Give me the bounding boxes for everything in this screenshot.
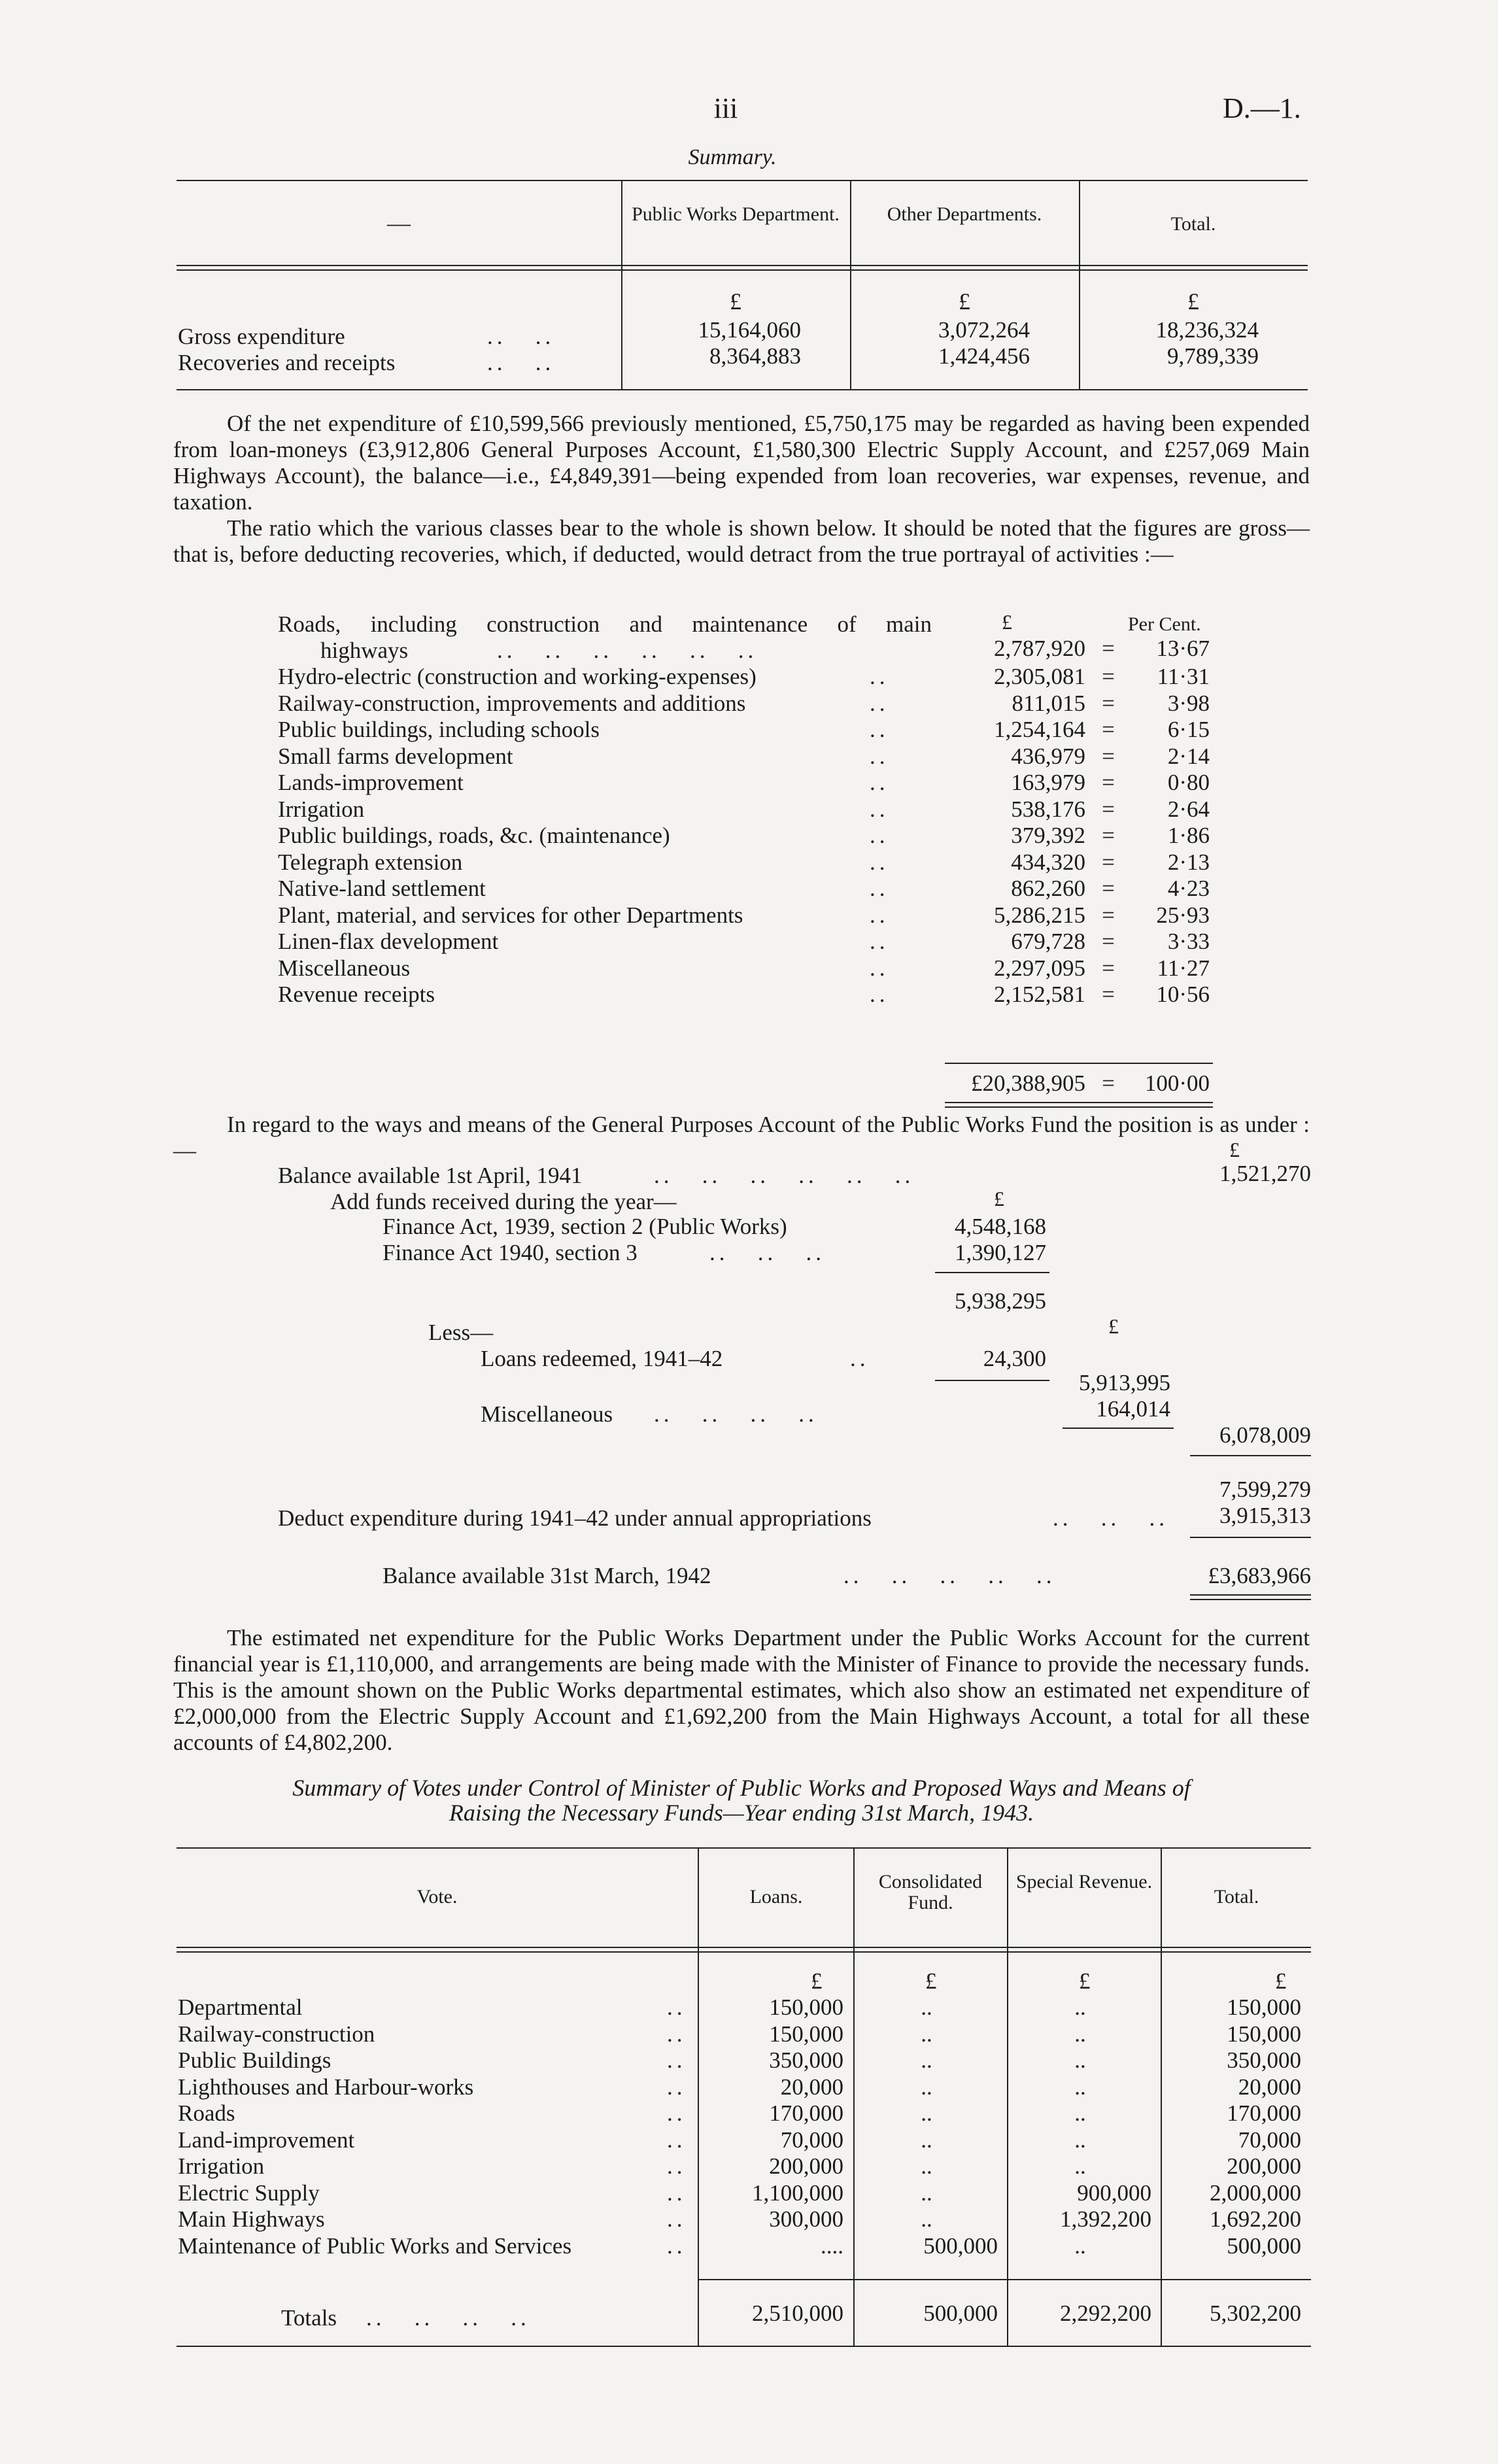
leader-dots: .. [870,796,889,822]
leader-dots: .. .. .. [1053,1505,1168,1531]
vote-consolidated: 500,000 [923,2233,998,2259]
totals-loans: 2,510,000 [752,2301,843,2326]
votes-title-line2: Raising the Necessary Funds—Year ending 31st March, 1943. [449,1800,1034,1826]
leader-dots: .. [667,2021,687,2047]
vote-total: 20,000 [1238,2074,1301,2100]
equals-sign: = [1102,876,1115,901]
miscellaneous-label: Miscellaneous [481,1401,613,1427]
ratio-label: Roads, including construction and maintenance of main [278,611,932,637]
vote-loans: 150,000 [769,2021,843,2047]
vote-special: .. [1074,2100,1086,2126]
vote-total: 1,692,200 [1210,2206,1301,2232]
summary-header-blank: — [387,210,411,236]
ratio-amount: 1,254,164 [994,717,1085,742]
ratio-label: Linen-flax development [278,929,499,954]
leader-dots: .. [870,955,889,981]
vote-label: Electric Supply [178,2180,320,2206]
ratio-amount: 436,979 [1011,743,1085,769]
vote-consolidated: .. [921,2153,932,2179]
vote-total: 150,000 [1227,1994,1301,2020]
leader-dots: .. .. .. [709,1240,825,1265]
miscellaneous-value: 164,014 [1096,1396,1170,1422]
votes-header-total: Total. [1214,1886,1259,1908]
leader-dots: .. [870,876,889,901]
ways-intro: In regard to the ways and means of the General Purposes Account of the Public Works Fund the position is as under :— [173,1112,1310,1163]
vote-loans: 1,100,000 [752,2180,843,2206]
vote-consolidated: .. [921,2047,932,2073]
leader-dots: .. [870,823,889,848]
vote-special: .. [1074,2047,1086,2073]
leader-dots: .. [870,743,889,769]
subtotal-value: 5,938,295 [955,1288,1046,1314]
leader-dots: .. .. .. .. .. .. [497,638,758,663]
equals-sign: = [1102,823,1115,848]
vote-total: 350,000 [1227,2047,1301,2073]
balance-label: Balance available 1st April, 1941 [278,1163,583,1188]
vote-loans: 20,000 [780,2074,843,2100]
vote-special: .. [1074,2074,1086,2100]
final-balance-label: Balance available 31st March, 1942 [383,1563,711,1588]
equals-sign: = [1102,902,1115,928]
ratio-label: Native-land settlement [278,876,486,901]
ratio-amount: 163,979 [1011,770,1085,795]
pound-sign: £ [811,1968,823,1994]
vote-total: 170,000 [1227,2100,1301,2126]
ratio-percent: 1·86 [1167,823,1210,848]
ratio-pound-header: £ [1002,610,1012,634]
net-value: 5,913,995 [1079,1370,1170,1395]
loans-redeemed-label: Loans redeemed, 1941–42 [481,1346,723,1371]
vote-label: Main Highways [178,2206,325,2232]
ratio-percent-header: Per Cent. [1128,613,1201,635]
balance-value: 1,521,270 [1219,1161,1311,1186]
totals-label: Totals [281,2305,337,2331]
leader-dots: .. [667,2047,687,2073]
ratio-amount: 2,787,920 [994,636,1085,661]
pound-sign: £ [959,288,970,315]
deduct-label: Deduct expenditure during 1941–42 under annual appropriations [278,1505,872,1531]
equals-sign: = [1102,1070,1115,1096]
vote-loans: 200,000 [769,2153,843,2179]
leader-dots: .. .. [487,324,555,349]
gross-total: 18,236,324 [1155,317,1259,343]
leader-dots: .. [667,2100,687,2126]
pound-sign: £ [1275,1968,1287,1994]
totals-consolidated: 500,000 [923,2301,998,2326]
pound-sign: £ [1079,1968,1091,1994]
ratio-label: Telegraph extension [278,849,463,875]
leader-dots: .. [870,717,889,742]
ratio-percent: 11·27 [1157,955,1210,981]
equals-sign: = [1102,955,1115,981]
equals-sign: = [1102,636,1115,661]
vote-loans: 70,000 [780,2127,843,2153]
ratio-amount: 862,260 [1011,876,1085,901]
page-number: iii [713,92,738,124]
row-label: Gross expenditure [178,324,345,349]
vote-loans: .... [821,2233,843,2259]
ratio-label: Irrigation [278,796,365,822]
header-total: Total. [1170,213,1216,235]
leader-dots: .. [667,2206,687,2232]
vote-consolidated: .. [921,2100,932,2126]
leader-dots: .. [870,690,889,716]
ratio-total-amount: £20,388,905 [971,1070,1085,1096]
pound-sign: £ [1108,1314,1119,1338]
leader-dots: .. [667,2074,687,2100]
ratio-amount: 2,297,095 [994,955,1085,981]
vote-label: Departmental [178,1994,303,2020]
paragraph-net-expenditure: Of the net expenditure of £10,599,566 previously mentioned, £5,750,175 may be regarded as having been expended from loan-moneys (£3,912,806 General Purposes Account, £1,580,300 Electric Supply Account, and £257,069 Main Highways Account), the balance—i.e., £4,849,391—being expended from loan recoveries, war expenses, revenue, and taxation. [173,411,1310,515]
equals-sign: = [1102,982,1115,1007]
vote-special: .. [1074,2021,1086,2047]
finance-act-1940-label: Finance Act 1940, section 3 [383,1240,638,1265]
ratio-amount: 538,176 [1011,796,1085,822]
vote-consolidated: .. [921,2127,932,2153]
ratio-label: Lands-improvement [278,770,464,795]
finance-act-1939-label: Finance Act, 1939, section 2 (Public Works) [383,1214,787,1239]
vote-label: Roads [178,2100,235,2126]
vote-label: Irrigation [178,2153,265,2179]
leader-dots: .. [870,982,889,1007]
vote-label: Railway-construction [178,2021,375,2047]
vote-loans: 170,000 [769,2100,843,2126]
ratio-amount: 679,728 [1011,929,1085,954]
leader-dots: .. .. .. .. [654,1401,818,1427]
leader-dots: .. [850,1346,870,1371]
ratio-percent: 10·56 [1156,982,1210,1007]
header-other-departments: Other Departments. [887,203,1042,225]
pound-sign: £ [1229,1138,1240,1161]
vote-loans: 350,000 [769,2047,843,2073]
leader-dots: .. [667,2127,687,2153]
final-balance-value: £3,683,966 [1208,1563,1311,1588]
votes-header-consolidated: Consolidated Fund. [878,1871,983,1913]
votes-header-loans: Loans. [749,1886,803,1908]
ratio-label: Plant, material, and services for other Departments [278,902,743,928]
pound-sign: £ [1187,288,1199,315]
ratio-percent: 13·67 [1156,636,1210,661]
header-public-works: Public Works Department. [632,203,840,225]
vote-total: 150,000 [1227,2021,1301,2047]
ratio-label: Revenue receipts [278,982,435,1007]
ratio-amount: 2,305,081 [994,664,1085,689]
vote-special: .. [1074,1994,1086,2020]
leader-dots: .. .. .. .. .. [843,1563,1056,1588]
loans-redeemed-value: 24,300 [983,1346,1046,1371]
ratio-label: Public buildings, including schools [278,717,600,742]
vote-loans: 300,000 [769,2206,843,2232]
vote-total: 2,000,000 [1210,2180,1301,2206]
less-label: Less— [428,1320,494,1345]
vote-total: 500,000 [1227,2233,1301,2259]
vote-special: 1,392,200 [1060,2206,1151,2232]
leader-dots: .. [870,929,889,954]
ratio-label: Railway-construction, improvements and additions [278,690,746,716]
equals-sign: = [1102,849,1115,875]
ratio-amount: 434,320 [1011,849,1085,875]
equals-sign: = [1102,796,1115,822]
vote-consolidated: .. [921,2180,932,2206]
leader-dots: .. [667,2153,687,2179]
ratio-percent: 6·15 [1167,717,1210,742]
leader-dots: .. [667,2180,687,2206]
leader-dots: .. .. .. .. .. .. [654,1163,915,1188]
paragraph-ratio-intro: The ratio which the various classes bear to the whole is shown below. It should be noted that the figures are gross—that is, before deducting recoveries, which, if deducted, would detract from the true portrayal of activities :— [173,515,1310,567]
add-funds-label: Add funds received during the year— [330,1189,677,1214]
ratio-percent: 0·80 [1167,770,1210,795]
leader-dots: .. [870,664,889,689]
vote-special: .. [1074,2153,1086,2179]
gross-other: 3,072,264 [938,317,1030,343]
recoveries-total: 9,789,339 [1167,343,1259,369]
equals-sign: = [1102,717,1115,742]
ratio-amount: 5,286,215 [994,902,1085,928]
vote-label: Maintenance of Public Works and Services [178,2233,572,2259]
vote-consolidated: .. [921,2021,932,2047]
pound-sign: £ [994,1187,1004,1210]
summary-title: Summary. [688,145,777,169]
ratio-percent: 4·23 [1167,876,1210,901]
votes-header-vote: Vote. [417,1886,458,1908]
ratio-label: highways [320,638,409,663]
ratio-amount: 379,392 [1011,823,1085,848]
vote-consolidated: .. [921,2206,932,2232]
ratio-label: Miscellaneous [278,955,411,981]
vote-special: 900,000 [1077,2180,1151,2206]
ratio-amount: 2,152,581 [994,982,1085,1007]
vote-label: Lighthouses and Harbour-works [178,2074,474,2100]
ratio-percent: 2·14 [1167,743,1210,769]
ratio-percent: 11·31 [1157,664,1210,689]
equals-sign: = [1102,770,1115,795]
totals-special: 2,292,200 [1060,2301,1151,2326]
ratio-percent: 2·64 [1167,796,1210,822]
vote-total: 70,000 [1238,2127,1301,2153]
ratio-percent: 25·93 [1156,902,1210,928]
gross-pwd: 15,164,060 [698,317,801,343]
vote-consolidated: .. [921,1994,932,2020]
votes-title-line1: Summary of Votes under Control of Minister of Public Works and Proposed Ways and Means of [292,1775,1191,1801]
leader-dots: .. [667,1994,687,2020]
vote-consolidated: .. [921,2074,932,2100]
pound-sign: £ [730,288,741,315]
ratio-percent: 3·33 [1167,929,1210,954]
leader-dots: .. [870,849,889,875]
vote-label: Land-improvement [178,2127,355,2153]
leader-dots: .. [870,770,889,795]
recoveries-pwd: 8,364,883 [709,343,801,369]
ratio-label: Hydro-electric (construction and working-expenses) [278,664,757,689]
votes-header-special: Special Revenue. [1015,1871,1153,1892]
equals-sign: = [1102,664,1115,689]
ratio-amount: 811,015 [1012,690,1085,716]
leader-dots: .. .. .. .. [366,2305,530,2331]
row-label: Recoveries and receipts [178,350,396,375]
vote-loans: 150,000 [769,1994,843,2020]
leader-dots: .. [870,902,889,928]
leader-dots: .. .. [487,350,555,375]
ratio-percent: 3·98 [1167,690,1210,716]
ratio-percent: 2·13 [1167,849,1210,875]
vote-special: .. [1074,2127,1086,2153]
vote-special: .. [1074,2233,1086,2259]
deduct-value: 3,915,313 [1219,1503,1311,1528]
ratio-label: Public buildings, roads, &c. (maintenance) [278,823,670,848]
leader-dots: .. [667,2233,687,2259]
document-reference: D.—1. [1223,92,1301,124]
totals-total: 5,302,200 [1210,2301,1301,2326]
sum-value: 6,078,009 [1219,1422,1311,1448]
ratio-label: Small farms development [278,743,513,769]
vote-label: Public Buildings [178,2047,332,2073]
paragraph-estimated-expenditure: The estimated net expenditure for the Public Works Department under the Public Works Account for the current financial year is £1,110,000, and arrangements are being made with the Minister of Finance to provide the necessary funds. This is the amount shown on the Public Works departmental estimates, which also show an estimated net expenditure of £2,000,000 from the Electric Supply Account and £1,692,200 from the Main Highways Account, a total for all these accounts of £4,802,200. [173,1625,1310,1755]
finance-act-1940-value: 1,390,127 [955,1240,1046,1265]
recoveries-other: 1,424,456 [938,343,1030,369]
equals-sign: = [1102,743,1115,769]
equals-sign: = [1102,929,1115,954]
grand-value: 7,599,279 [1219,1477,1311,1502]
finance-act-1939-value: 4,548,168 [955,1214,1046,1239]
vote-total: 200,000 [1227,2153,1301,2179]
pound-sign: £ [925,1968,937,1994]
ratio-total-percent: 100·00 [1144,1070,1210,1096]
equals-sign: = [1102,690,1115,716]
